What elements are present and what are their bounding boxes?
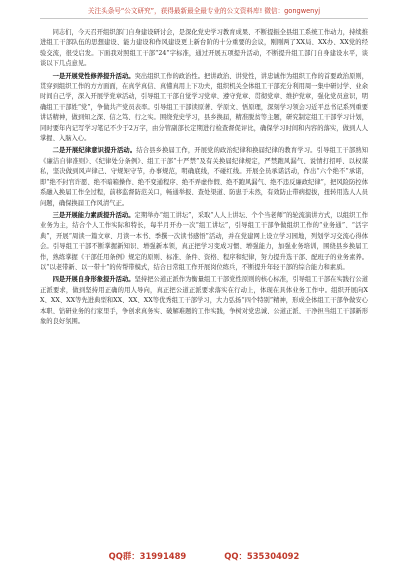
footer-contact — [40, 550, 368, 562]
paragraph-image — [40, 275, 368, 327]
paragraph-text: 同志们，今天召开组织部门自身建设研讨会，是深化党史学习教育成果、不断提振全县组工系统工作动力，持续推进组工干部队伍的思想建设、能力建设和作风建设更上新台阶的十分重要的会议，刚刚两了XX局、XX办、XX党的经验交流，很受启发。下面我对照组工干部“24”字标准，通过开展五项提升活动，不断提升组工部门自身建设水平，谈谈以下几点意见。 — [40, 29, 368, 68]
paragraph-intro — [40, 28, 368, 70]
footer-qq-group: QQ群：31991489 — [108, 551, 187, 561]
footer-qq: QQ：535304092 — [224, 551, 300, 561]
header-banner: 关注头条号“公文研究”，获得最新最全最专业的公文资料库! 微信：gongwenyj — [87, 7, 321, 15]
paragraph-ability — [40, 211, 368, 273]
paragraph-lead: 三是开展能力素质提升活动。 — [52, 211, 135, 219]
paragraph-text: 结合县乡换届工作，开展党的政治纪律和换届纪律的教育学习。引导组工干部熟知《廉洁自律准则》、《纪律处分条例》、组工干部“十严禁”及有关换届纪律规定，严禁跑风漏气、说情打招呼、以权谋私，坚决做到风声律己、守规矩守节，办事规范，明确底线，不碰红线。开展全员承诺活动，作出“六个绝不”承诺，即“绝不封官许愿、绝不暗箱操作、绝不变通程序、绝不弄虚作假、绝不跑风漏气、绝不违反廉政纪律”，把风险防控体系融入换届工作全过程，前移监督防范关口，畅通举报、查处渠道、防患于未然，有效防止带病提拔，扭转用选人人员问题，确保换届工作风清气正。 — [40, 147, 369, 207]
paragraph-discipline — [40, 146, 368, 208]
paragraph-lead: 一是开展党性修养提升活动。 — [52, 72, 135, 80]
paragraph-lead: 二是开展纪律意识提升活动。 — [52, 147, 137, 155]
paragraph-lead: 四是开展自身形象提升活动。 — [52, 276, 135, 284]
paragraph-party-spirit — [40, 72, 368, 145]
document-body — [40, 28, 368, 329]
header-divider — [40, 18, 368, 19]
paragraph-text: 定期举办“组工讲坛”，采取“人人上讲坛、个个当老师”的轮流演讲方式，以组织工作业务为主，结合个人工作实际和特长，每半月开办一次“组工讲坛”，引导组工干部争做组织工作的“业务通”、“活字典”，开展“周读一篇文章、月读一本书、季撰一次读书感悟”活动，并在党建网上设立学习园地，列划学习交流心得体会。引导组工干部不断掌握新知识、增强新本领，真正把学习变成习惯、增强能力，加强业务培训，围绕县乡换届工作，熟练掌握《干部任用条例》规定的原则、标准、条件、资格、程序和纪律，努力提升选干部、配班子的业务素养。以“以老带新、以一带十”的传帮带模式，结合日常组工作开展岗位练兵，不断提升年轻干部的综合能力和素质。 — [40, 211, 368, 271]
paragraph-text: 坚持把公道正派作为衡量组工干部党性原则的核心标准，引导组工干部在实践行公道正派要求，做到坚持用正确的用人导向，真正把公道正派要求落实在行动上，体现在具体业务工作中。组织开展向XX、XX、XX等先进典型和XX、XX、XX等优秀组工干部学习，大力弘扬“四个特别”精神，形成全体组工干部争做安心本职、钻研业务的行家里手，争创求真务实、破解难题的工作实践，争树对党忠诚、公道正派、干净担当组工干部新形象的良好氛围。 — [40, 276, 369, 325]
paragraph-text: 突出组织工作的政治性。把讲政治、讲党性，讲忠诚作为组织工作的首要政治原则，贯穿到组织工作的方方面面，在真学真信、真懂真用上下功夫，组织机关全体组工干部充分利用周一集中研讨学、业余时间自己学，深入开展学党章活动，引导组工干部自觉学习党章、遵守党章、贯彻党章、维护党章，强化党员意识，明确组工干部姓“党”，争做共产党员表率。引导组工干部读原著、学原文、悟原理，深刻学习领会习近平总书记系列重要讲话精神，做到知之深、信之笃、行之实。围绕党史学习，县乡换届，精准脱贫等主题，研究制定组工干部学习计划，同时要年内记写学习笔记不少于2万字，由分管副部长定期进行检查督促评比，确保学习时间和内容的落实，做到人人掌握、入脑入心。 — [40, 72, 369, 143]
